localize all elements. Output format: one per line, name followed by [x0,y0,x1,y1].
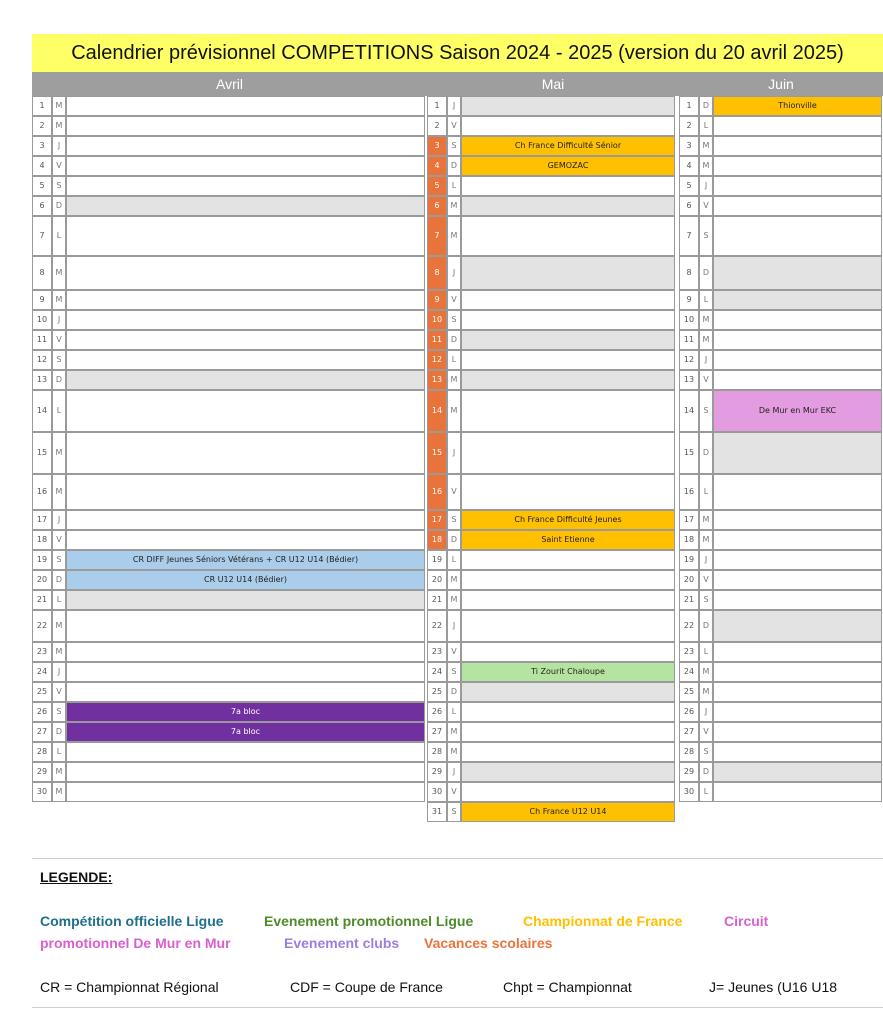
page-title: Calendrier prévisionnel COMPETITIONS Saison 2024 - 2025 (version du 20 avril 2025) [32,34,883,72]
weekday-letter: J [699,702,713,722]
weekday-letter: M [699,510,713,530]
weekday-letter: M [52,116,66,136]
empty-cell [713,432,882,474]
weekday-letter: M [447,390,461,432]
day-number: 25 [32,682,52,702]
empty-cell [461,782,675,802]
day-number: 6 [427,196,447,216]
day-number: 2 [679,116,699,136]
empty-cell [66,330,425,350]
legend [32,858,883,1008]
empty-cell [461,290,675,310]
weekday-letter: L [699,290,713,310]
empty-cell [66,350,425,370]
day-number: 24 [32,662,52,682]
empty-cell [66,474,425,510]
day-number: 7 [427,216,447,256]
day-number: 23 [32,642,52,662]
empty-cell [713,742,882,762]
day-number: 18 [427,530,447,550]
day-number: 10 [427,310,447,330]
empty-cell [66,642,425,662]
weekday-letter: J [699,176,713,196]
day-number: 9 [427,290,447,310]
day-number: 24 [427,662,447,682]
empty-cell [461,330,675,350]
day-number: 3 [427,136,447,156]
empty-cell [66,762,425,782]
empty-cell [713,330,882,350]
empty-cell [461,590,675,610]
empty-cell [713,290,882,310]
empty-cell [461,474,675,510]
empty-cell [713,702,882,722]
weekday-letter: L [447,550,461,570]
event-cell: CR U12 U14 (Bédier) [66,570,425,590]
weekday-letter: V [52,530,66,550]
empty-cell [713,116,882,136]
day-number: 18 [32,530,52,550]
empty-cell [66,432,425,474]
weekday-letter: D [52,370,66,390]
weekday-letter: V [699,722,713,742]
day-number: 13 [679,370,699,390]
weekday-letter: S [52,702,66,722]
day-number: 30 [427,782,447,802]
day-number: 28 [32,742,52,762]
day-number: 15 [679,432,699,474]
empty-cell [461,642,675,662]
weekday-letter: D [447,530,461,550]
weekday-letter: S [447,136,461,156]
day-number: 16 [679,474,699,510]
day-number: 17 [679,510,699,530]
day-number: 29 [32,762,52,782]
day-number: 23 [427,642,447,662]
empty-cell [66,96,425,116]
weekday-letter: M [699,156,713,176]
weekday-letter: S [699,590,713,610]
day-number: 9 [32,290,52,310]
day-number: 4 [679,156,699,176]
day-number: 25 [427,682,447,702]
abbr-chpt: Chpt = Championnat [503,979,632,995]
day-number: 10 [32,310,52,330]
empty-cell [66,290,425,310]
event-cell: CR DIFF Jeunes Séniors Vétérans + CR U12 U14 (Bédier) [66,550,425,570]
empty-cell [461,176,675,196]
weekday-letter: M [447,370,461,390]
day-number: 20 [679,570,699,590]
day-number: 28 [679,742,699,762]
day-number: 15 [32,432,52,474]
empty-cell [461,762,675,782]
weekday-letter: D [447,156,461,176]
day-number: 20 [427,570,447,590]
day-number: 16 [427,474,447,510]
weekday-letter: M [447,722,461,742]
empty-cell [461,216,675,256]
day-number: 22 [427,610,447,642]
weekday-letter: V [447,782,461,802]
weekday-letter: M [447,742,461,762]
weekday-letter: S [52,176,66,196]
weekday-letter: V [52,156,66,176]
day-number: 2 [32,116,52,136]
weekday-letter: V [699,570,713,590]
empty-cell [713,510,882,530]
day-number: 31 [427,802,447,822]
empty-cell [461,702,675,722]
event-cell: Saint Etienne [461,530,675,550]
day-number: 9 [679,290,699,310]
weekday-letter: V [52,330,66,350]
weekday-letter: S [52,350,66,370]
empty-cell [713,196,882,216]
empty-cell [461,310,675,330]
empty-cell [66,530,425,550]
weekday-letter: J [52,510,66,530]
month-header-mai: Mai [427,72,679,96]
abbr-jeunes: J= Jeunes (U16 U18 [709,979,838,995]
weekday-letter: D [699,96,713,116]
legend-item-circuit-cont: promotionnel De Mur en Mur [40,935,231,951]
weekday-letter: S [699,742,713,762]
weekday-letter: J [447,96,461,116]
day-number: 27 [427,722,447,742]
weekday-letter: J [52,136,66,156]
weekday-letter: M [52,290,66,310]
weekday-letter: L [699,116,713,136]
weekday-letter: L [52,742,66,762]
empty-cell [66,610,425,642]
empty-cell [713,570,882,590]
weekday-letter: L [447,350,461,370]
day-number: 2 [427,116,447,136]
day-number: 4 [427,156,447,176]
day-number: 11 [32,330,52,350]
day-number: 17 [427,510,447,530]
weekday-letter: M [52,474,66,510]
empty-cell [66,782,425,802]
weekday-letter: S [447,802,461,822]
empty-cell [66,256,425,290]
legend-title: LEGENDE: [40,869,113,885]
empty-cell [713,474,882,510]
day-number: 4 [32,156,52,176]
day-number: 6 [32,196,52,216]
day-number: 16 [32,474,52,510]
day-number: 7 [679,216,699,256]
day-number: 25 [679,682,699,702]
weekday-letter: L [52,390,66,432]
day-number: 27 [32,722,52,742]
weekday-letter: M [447,196,461,216]
day-number: 14 [427,390,447,432]
weekday-letter: J [447,432,461,474]
weekday-letter: M [52,610,66,642]
weekday-letter: M [699,330,713,350]
empty-cell [66,742,425,762]
legend-item-clubs: Evenement clubs [284,935,400,951]
empty-cell [66,136,425,156]
day-number: 26 [679,702,699,722]
weekday-letter: M [447,216,461,256]
day-number: 18 [679,530,699,550]
legend-item-circuit: Circuit [724,913,769,929]
empty-cell [713,216,882,256]
day-number: 12 [427,350,447,370]
day-number: 22 [679,610,699,642]
day-number: 8 [427,256,447,290]
day-number: 24 [679,662,699,682]
day-number: 6 [679,196,699,216]
empty-cell [713,156,882,176]
day-number: 14 [679,390,699,432]
empty-cell [713,550,882,570]
empty-cell [461,196,675,216]
empty-cell [713,662,882,682]
weekday-letter: L [52,216,66,256]
weekday-letter: J [52,310,66,330]
event-cell: 7a bloc [66,702,425,722]
legend-item-vacances: Vacances scolaires [424,935,553,951]
event-cell: 7a bloc [66,722,425,742]
weekday-letter: S [447,310,461,330]
empty-cell [713,370,882,390]
day-number: 30 [32,782,52,802]
weekday-letter: V [447,642,461,662]
weekday-letter: S [52,550,66,570]
empty-cell [461,370,675,390]
weekday-letter: M [447,590,461,610]
weekday-letter: D [699,256,713,290]
day-number: 13 [427,370,447,390]
weekday-letter: L [52,590,66,610]
weekday-letter: D [52,196,66,216]
day-number: 29 [427,762,447,782]
weekday-letter: M [52,762,66,782]
day-number: 3 [679,136,699,156]
day-number: 21 [427,590,447,610]
weekday-letter: V [699,196,713,216]
empty-cell [713,590,882,610]
weekday-letter: J [699,350,713,370]
empty-cell [66,310,425,330]
weekday-letter: M [52,432,66,474]
empty-cell [461,390,675,432]
empty-cell [713,722,882,742]
day-number: 1 [32,96,52,116]
day-number: 8 [32,256,52,290]
day-number: 29 [679,762,699,782]
empty-cell [713,310,882,330]
weekday-letter: J [52,662,66,682]
empty-cell [713,642,882,662]
empty-cell [461,350,675,370]
day-number: 1 [679,96,699,116]
day-number: 12 [32,350,52,370]
weekday-letter: M [52,642,66,662]
event-cell: De Mur en Mur EKC [713,390,882,432]
weekday-letter: V [447,290,461,310]
empty-cell [66,116,425,136]
weekday-letter: D [699,610,713,642]
empty-cell [66,590,425,610]
weekday-letter: J [447,762,461,782]
weekday-letter: M [52,96,66,116]
empty-cell [66,390,425,432]
day-number: 23 [679,642,699,662]
day-number: 21 [679,590,699,610]
day-number: 1 [427,96,447,116]
weekday-letter: V [52,682,66,702]
weekday-letter: M [447,570,461,590]
day-number: 26 [32,702,52,722]
weekday-letter: D [447,330,461,350]
day-number: 14 [32,390,52,432]
empty-cell [66,156,425,176]
day-number: 12 [679,350,699,370]
weekday-letter: L [699,474,713,510]
weekday-letter: S [699,216,713,256]
weekday-letter: J [447,610,461,642]
event-cell: Ch France Difficulté Jeunes [461,510,675,530]
day-number: 26 [427,702,447,722]
weekday-letter: V [447,474,461,510]
weekday-letter: L [447,176,461,196]
day-number: 22 [32,610,52,642]
empty-cell [66,510,425,530]
empty-cell [713,762,882,782]
day-number: 5 [427,176,447,196]
day-number: 5 [32,176,52,196]
empty-cell [66,662,425,682]
empty-cell [66,682,425,702]
weekday-letter: J [447,256,461,290]
weekday-letter: L [699,642,713,662]
weekday-letter: L [699,782,713,802]
day-number: 17 [32,510,52,530]
weekday-letter: D [52,722,66,742]
weekday-letter: D [699,762,713,782]
weekday-letter: J [699,550,713,570]
weekday-letter: M [52,256,66,290]
weekday-letter: D [447,682,461,702]
event-cell: Ch France Difficulté Sénior [461,136,675,156]
weekday-letter: M [699,662,713,682]
empty-cell [461,682,675,702]
empty-cell [461,432,675,474]
day-number: 11 [679,330,699,350]
day-number: 19 [427,550,447,570]
abbr-cr: CR = Championnat Régional [40,979,219,995]
empty-cell [713,530,882,550]
event-cell: Ch France U12 U14 [461,802,675,822]
day-number: 27 [679,722,699,742]
empty-cell [461,96,675,116]
event-cell: GEMOZAC [461,156,675,176]
day-number: 3 [32,136,52,156]
empty-cell [461,256,675,290]
weekday-letter: M [699,682,713,702]
day-number: 10 [679,310,699,330]
event-cell: Thionville [713,96,882,116]
weekday-letter: M [699,310,713,330]
empty-cell [461,116,675,136]
empty-cell [461,550,675,570]
day-number: 20 [32,570,52,590]
weekday-letter: V [699,370,713,390]
day-number: 19 [32,550,52,570]
empty-cell [713,782,882,802]
empty-cell [713,256,882,290]
day-number: 15 [427,432,447,474]
legend-item-championnat-france: Championnat de France [523,913,683,929]
empty-cell [713,610,882,642]
weekday-letter: M [699,530,713,550]
weekday-letter: S [699,390,713,432]
day-number: 13 [32,370,52,390]
empty-cell [66,370,425,390]
empty-cell [713,136,882,156]
weekday-letter: M [52,782,66,802]
abbr-cdf: CDF = Coupe de France [290,979,443,995]
empty-cell [713,350,882,370]
weekday-letter: L [447,702,461,722]
month-header-juin: Juin [679,72,883,96]
day-number: 8 [679,256,699,290]
weekday-letter: V [447,116,461,136]
legend-item-officielle: Compétition officielle Ligue [40,913,224,929]
day-number: 21 [32,590,52,610]
weekday-letter: D [699,432,713,474]
day-number: 5 [679,176,699,196]
weekday-letter: S [447,510,461,530]
weekday-letter: M [699,136,713,156]
month-header-avril: Avril [32,72,427,96]
weekday-letter: D [52,570,66,590]
empty-cell [461,722,675,742]
day-number: 19 [679,550,699,570]
day-number: 30 [679,782,699,802]
empty-cell [461,570,675,590]
empty-cell [66,216,425,256]
event-cell: Ti Zourit Chaloupe [461,662,675,682]
empty-cell [713,682,882,702]
day-number: 7 [32,216,52,256]
day-number: 28 [427,742,447,762]
empty-cell [461,742,675,762]
weekday-letter: S [447,662,461,682]
legend-item-promo-ligue: Evenement promotionnel Ligue [264,913,474,929]
day-number: 11 [427,330,447,350]
empty-cell [461,610,675,642]
empty-cell [66,176,425,196]
empty-cell [66,196,425,216]
empty-cell [713,176,882,196]
